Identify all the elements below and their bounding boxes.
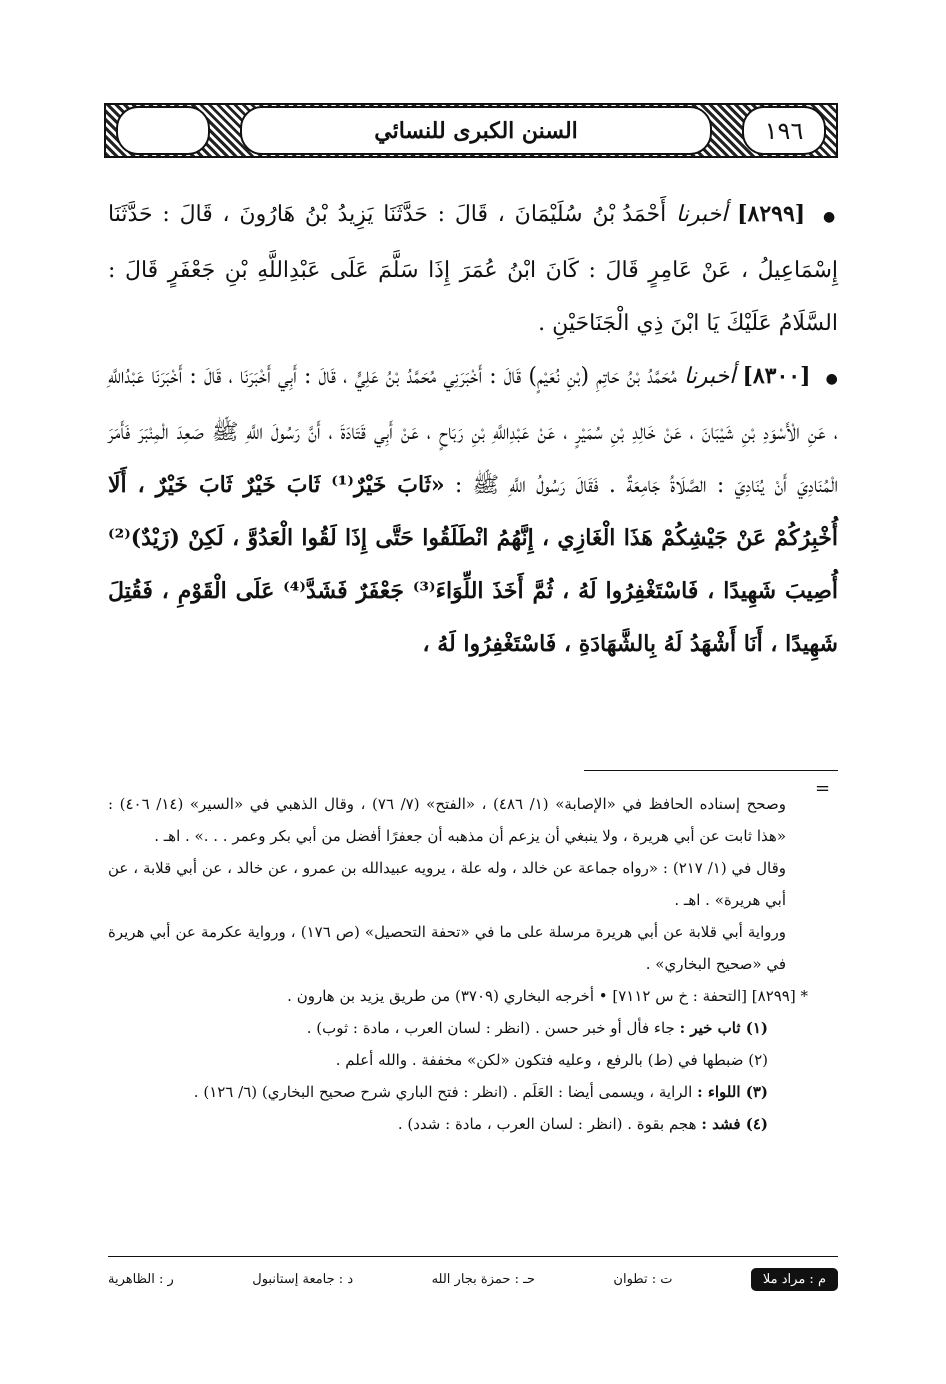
footnote-2: [108, 1044, 808, 1076]
note-line: ورواية أبي قلابة عن أبي هريرة مرسلة على ما في «تحفة التحصيل» (ص ١٧٦) ، ورواية عكرمة عن أبي هريرة في «صحيح البخاري» .: [108, 923, 787, 973]
manuscript-t: ت : تطوان: [613, 1271, 673, 1287]
footnote-term: (٣) اللواء :: [697, 1083, 768, 1101]
footnote-3: [108, 1076, 808, 1108]
manuscript-r: ر : الظاهرية: [108, 1271, 174, 1287]
hadith-lead: أخبرنا: [676, 202, 728, 227]
takhrij-line: * [٨٢٩٩] [التحفة : خ س ٧١١٢] • أخرجه البخاري (٣٧٠٩) من طريق يزيد بن هارون .: [287, 987, 808, 1005]
continuation-mark: =: [815, 778, 831, 799]
manuscript-h: حـ : حمزة بجار الله: [431, 1271, 535, 1287]
footnote-text: جاء فأل أو خبر حسن . (انظر : لسان العرب ، مادة : ثوب) .: [306, 1019, 675, 1037]
hadith-number: [٨٣٠٠]: [742, 363, 811, 389]
footnote-text: هجم بقوة . (انظر : لسان العرب ، مادة : شدد) .: [397, 1115, 697, 1133]
footnote-term: (٢): [748, 1051, 768, 1069]
book-title: السنن الكبرى للنسائي: [240, 106, 712, 155]
bullet-icon: ●: [825, 371, 839, 387]
page-header: [104, 103, 838, 158]
footer-divider: [108, 1256, 838, 1257]
main-text: [108, 188, 838, 671]
manuscript-legend: [108, 1264, 838, 1294]
bullet-icon: ●: [823, 209, 838, 225]
manuscript-m: م : مراد ملا: [751, 1268, 838, 1291]
hadith-text: أَحْمَدُ بْنُ سُلَيْمَانَ ، قَالَ : حَدَّثَنَا يَزِيدُ بْنُ هَارُونَ ، قَالَ : حَدَّثَنَا إِسْمَاعِيلُ ، عَنْ عَامِرٍ قَالَ : كَانَ ابْنُ عُمَرَ إِذَا سَلَّمَ عَلَى عَبْدِاللَّهِ بْنِ جَعْفَرٍ قَالَ : السَّلَامُ عَلَيْكَ يَا ابْنَ ذِي الْجَنَاحَيْنِ .: [108, 202, 838, 336]
note-line: وقال في (١/ ٢١٧) : «رواه جماعة عن خالد ، وله علة ، يرويه عبيدالله بن عمرو ، عن خالد ، عن أبي قلابة ، عن أبي هريرة» . اهـ .: [108, 859, 786, 909]
manuscript-d: د : جامعة إستانبول: [252, 1271, 354, 1287]
footnote-text: الراية ، ويسمى أيضا : العَلَم . (انظر : فتح الباري شرح صحيح البخاري) (٦/ ١٢٦) .: [193, 1083, 693, 1101]
hadith-8299: [108, 188, 838, 350]
hadith-text: مُحَمَّدُ بْنُ حَاتِمِ (بْنِ نُعَيْمٍ) قَالَ : أَخْبَرَنِي مُحَمَّدُ بْنُ عَلِيٍّ ، قَالَ : أَبِي أَخْبَرَنَا ، قَالَ : أَخْبَرَنَا عَبْدُاللَّهِ ، عَنِ الْأَسْوَدِ بْنِ شَيْبَانَ ، عَنْ خَالِدِ بْنِ سُمَيْرٍ ، عَنْ عَبْدِاللَّهِ بْنِ رَبَاحٍ ، عَنْ أَبِي قَتَادَةَ ، أَنَّ رَسُولَ اللَّهِ ﷺ صَعِدَ الْمِنْبَرَ فَأَمَرَ الْمُنَادِيَ أَنْ يُنَادِيَ : الصَّلَاةُ جَامِعَةٌ . فَقَالَ رَسُولُ اللَّهِ ﷺ :: [108, 364, 838, 498]
hadith-number: [٨٢٩٩]: [737, 201, 806, 227]
note-line: وصحح إسناده الحافظ في «الإصابة» (١/ ٤٨٦) ، «الفتح» (٧/ ٧٦) ، وقال الذهبي في «السير» (١٤/ ٤٠٦) : «هذا ثابت عن أبي هريرة ، ولا ينبغي أن يزعم أن مذهبه أن جعفرًا أفضل من أبي بكر وعمر . . .» . اهـ .: [108, 795, 786, 845]
footnotes: [108, 788, 808, 1140]
footnote-text: ضبطها في (ط) بالرفع ، وعليه فتكون «لكن» مخففة . والله أعلم .: [335, 1051, 744, 1069]
footnote-term: (٤) فشد :: [701, 1115, 768, 1133]
book-emblem: [116, 106, 210, 155]
footnote-4: [108, 1108, 808, 1140]
hadith-matn-bold: «ثَابَ خَيْرٌ⁽¹⁾ ثَابَ خَيْرٌ ثَابَ خَيْرٌ ، أَلَا أُخْبِرُكُمْ عَنْ جَيْشِكُمْ هَذَا الْغَازِي ، إِنَّهُمُ انْطَلَقُوا حَتَّى إِذَا لَقُوا الْعَدُوَّ ، لَكِنْ (زَيْدٌ)⁽²⁾ أُصِيبَ شَهِيدًا ، فَاسْتَغْفِرُوا لَهُ ، ثُمَّ أَخَذَ اللِّوَاءَ⁽³⁾ جَعْفَرٌ فَشَدَّ⁽⁴⁾ عَلَى الْقَوْمِ ، فَقُتِلَ شَهِيدًا ، أَنَا أَشْهَدُ لَهُ بِالشَّهَادَةِ ، فَاسْتَغْفِرُوا لَهُ ،: [108, 472, 838, 657]
footnote-1: [108, 1012, 808, 1044]
footnote-separator: [584, 770, 838, 771]
hadith-8300: [108, 350, 838, 671]
hadith-lead: أخبرنا: [683, 364, 736, 389]
page-number: ١٩٦: [742, 106, 826, 155]
footnote-term: (١) ثاب خير :: [679, 1019, 768, 1037]
